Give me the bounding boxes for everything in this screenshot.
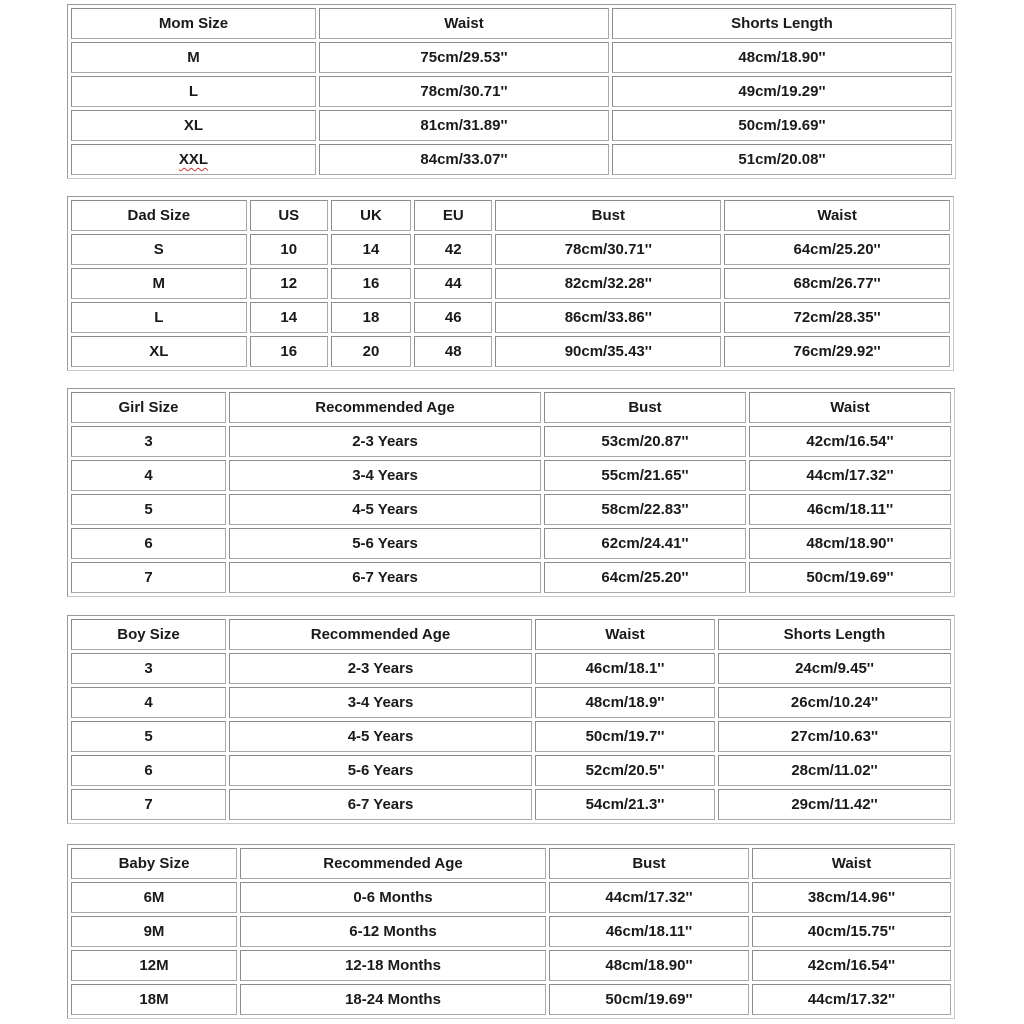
header-cell: Waist bbox=[535, 619, 715, 650]
table-cell: 51cm/20.08'' bbox=[612, 144, 952, 175]
header-cell: Waist bbox=[724, 200, 950, 231]
table-cell: 6-12 Months bbox=[240, 916, 546, 947]
header-cell: Bust bbox=[544, 392, 746, 423]
table-cell: 48cm/18.90'' bbox=[612, 42, 952, 73]
header-cell: Recommended Age bbox=[229, 619, 532, 650]
table-row bbox=[71, 789, 951, 820]
table-cell: 4-5 Years bbox=[229, 721, 532, 752]
table-cell: 44cm/17.32'' bbox=[752, 984, 951, 1015]
header-cell: EU bbox=[414, 200, 492, 231]
table-cell: 44cm/17.32'' bbox=[749, 460, 951, 491]
table-header-row bbox=[71, 200, 950, 231]
table-cell: 7 bbox=[71, 562, 226, 593]
table-cell: 29cm/11.42'' bbox=[718, 789, 951, 820]
header-cell: Waist bbox=[749, 392, 951, 423]
table-cell: 4-5 Years bbox=[229, 494, 541, 525]
table-cell: 6-7 Years bbox=[229, 789, 532, 820]
table-cell: 3-4 Years bbox=[229, 687, 532, 718]
header-cell: Bust bbox=[549, 848, 749, 879]
table-cell: 5 bbox=[71, 494, 226, 525]
table-cell: 64cm/25.20'' bbox=[724, 234, 950, 265]
table-cell: 27cm/10.63'' bbox=[718, 721, 951, 752]
table-cell: 78cm/30.71'' bbox=[495, 234, 721, 265]
table-row bbox=[71, 950, 951, 981]
header-cell: Girl Size bbox=[71, 392, 226, 423]
table-row bbox=[71, 721, 951, 752]
table-cell: 58cm/22.83'' bbox=[544, 494, 746, 525]
table-cell: 75cm/29.53'' bbox=[319, 42, 609, 73]
table-row bbox=[71, 984, 951, 1015]
baby-size-table bbox=[67, 844, 955, 1019]
table-cell: 6 bbox=[71, 755, 226, 786]
table-cell: 90cm/35.43'' bbox=[495, 336, 721, 367]
header-cell: Boy Size bbox=[71, 619, 226, 650]
table-cell: 76cm/29.92'' bbox=[724, 336, 950, 367]
header-cell: US bbox=[250, 200, 328, 231]
table-cell: 84cm/33.07'' bbox=[319, 144, 609, 175]
table-row bbox=[71, 268, 950, 299]
table-header-row bbox=[71, 619, 951, 650]
table-cell: 52cm/20.5'' bbox=[535, 755, 715, 786]
table-cell: 86cm/33.86'' bbox=[495, 302, 721, 333]
table-header-row bbox=[71, 8, 952, 39]
table-row bbox=[71, 234, 950, 265]
table-row bbox=[71, 302, 950, 333]
header-cell: Baby Size bbox=[71, 848, 237, 879]
table-row bbox=[71, 460, 951, 491]
table-row bbox=[71, 755, 951, 786]
table-cell: 12 bbox=[250, 268, 328, 299]
table-cell: 12-18 Months bbox=[240, 950, 546, 981]
table-cell: 9M bbox=[71, 916, 237, 947]
table-cell: 78cm/30.71'' bbox=[319, 76, 609, 107]
table-row bbox=[71, 528, 951, 559]
table-cell: 18-24 Months bbox=[240, 984, 546, 1015]
table-cell: 18 bbox=[331, 302, 411, 333]
table-cell: 38cm/14.96'' bbox=[752, 882, 951, 913]
table-cell: 48cm/18.9'' bbox=[535, 687, 715, 718]
table-cell: 46cm/18.11'' bbox=[549, 916, 749, 947]
table-row bbox=[71, 562, 951, 593]
table-cell: 49cm/19.29'' bbox=[612, 76, 952, 107]
mom-size-table bbox=[67, 4, 956, 179]
table-cell: 0-6 Months bbox=[240, 882, 546, 913]
table-cell: 50cm/19.69'' bbox=[612, 110, 952, 141]
header-cell: Waist bbox=[752, 848, 951, 879]
table-header-row bbox=[71, 848, 951, 879]
table-cell: 6 bbox=[71, 528, 226, 559]
header-cell: Mom Size bbox=[71, 8, 316, 39]
table-row bbox=[71, 42, 952, 73]
table-cell: 18M bbox=[71, 984, 237, 1015]
table-header-row bbox=[71, 392, 951, 423]
table-cell: 10 bbox=[250, 234, 328, 265]
table-row bbox=[71, 916, 951, 947]
header-cell: Recommended Age bbox=[229, 392, 541, 423]
table-row bbox=[71, 494, 951, 525]
table-cell: 5-6 Years bbox=[229, 528, 541, 559]
table-cell: 40cm/15.75'' bbox=[752, 916, 951, 947]
table-cell: 62cm/24.41'' bbox=[544, 528, 746, 559]
table-cell: 42 bbox=[414, 234, 492, 265]
table-cell: 50cm/19.69'' bbox=[749, 562, 951, 593]
table-cell: XL bbox=[71, 110, 316, 141]
table-cell: 4 bbox=[71, 460, 226, 491]
table-cell: 24cm/9.45'' bbox=[718, 653, 951, 684]
table-cell bbox=[71, 144, 316, 175]
table-row bbox=[71, 653, 951, 684]
table-cell: 55cm/21.65'' bbox=[544, 460, 746, 491]
table-row bbox=[71, 687, 951, 718]
table-cell: S bbox=[71, 234, 247, 265]
header-cell: Shorts Length bbox=[612, 8, 952, 39]
table-row bbox=[71, 336, 950, 367]
table-cell: 48cm/18.90'' bbox=[749, 528, 951, 559]
boy-size-table bbox=[67, 615, 955, 824]
table-cell: 72cm/28.35'' bbox=[724, 302, 950, 333]
table-cell: 44 bbox=[414, 268, 492, 299]
table-cell: 6-7 Years bbox=[229, 562, 541, 593]
table-cell: 5-6 Years bbox=[229, 755, 532, 786]
table-cell: 16 bbox=[331, 268, 411, 299]
girl-size-table bbox=[67, 388, 955, 597]
table-cell: 28cm/11.02'' bbox=[718, 755, 951, 786]
table-cell: 6M bbox=[71, 882, 237, 913]
table-cell: 48cm/18.90'' bbox=[549, 950, 749, 981]
table-cell: 2-3 Years bbox=[229, 653, 532, 684]
header-cell: UK bbox=[331, 200, 411, 231]
table-cell: 53cm/20.87'' bbox=[544, 426, 746, 457]
table-cell: 7 bbox=[71, 789, 226, 820]
table-cell: 81cm/31.89'' bbox=[319, 110, 609, 141]
table-cell: 68cm/26.77'' bbox=[724, 268, 950, 299]
table-cell: 3-4 Years bbox=[229, 460, 541, 491]
table-cell: 14 bbox=[250, 302, 328, 333]
table-cell: 82cm/32.28'' bbox=[495, 268, 721, 299]
table-cell: 54cm/21.3'' bbox=[535, 789, 715, 820]
spellcheck-underlined-text: XXL bbox=[178, 151, 209, 168]
table-cell: 12M bbox=[71, 950, 237, 981]
table-cell: 50cm/19.7'' bbox=[535, 721, 715, 752]
table-cell: 64cm/25.20'' bbox=[544, 562, 746, 593]
table-row bbox=[71, 882, 951, 913]
header-cell: Dad Size bbox=[71, 200, 247, 231]
table-cell: 46cm/18.11'' bbox=[749, 494, 951, 525]
table-cell: 50cm/19.69'' bbox=[549, 984, 749, 1015]
table-row bbox=[71, 144, 952, 175]
table-cell: 3 bbox=[71, 426, 226, 457]
header-cell: Recommended Age bbox=[240, 848, 546, 879]
table-row bbox=[71, 76, 952, 107]
table-cell: 46cm/18.1'' bbox=[535, 653, 715, 684]
table-cell: L bbox=[71, 302, 247, 333]
table-cell: 2-3 Years bbox=[229, 426, 541, 457]
table-row bbox=[71, 426, 951, 457]
table-cell: L bbox=[71, 76, 316, 107]
table-cell: 46 bbox=[414, 302, 492, 333]
table-cell: 4 bbox=[71, 687, 226, 718]
table-cell: M bbox=[71, 268, 247, 299]
table-cell: 42cm/16.54'' bbox=[752, 950, 951, 981]
table-cell: 48 bbox=[414, 336, 492, 367]
table-cell: 14 bbox=[331, 234, 411, 265]
table-cell: M bbox=[71, 42, 316, 73]
table-cell: 5 bbox=[71, 721, 226, 752]
table-row bbox=[71, 110, 952, 141]
header-cell: Waist bbox=[319, 8, 609, 39]
table-cell: 42cm/16.54'' bbox=[749, 426, 951, 457]
table-cell: 16 bbox=[250, 336, 328, 367]
table-cell: 3 bbox=[71, 653, 226, 684]
header-cell: Shorts Length bbox=[718, 619, 951, 650]
dad-size-table bbox=[67, 196, 954, 371]
table-cell: 20 bbox=[331, 336, 411, 367]
table-cell: XL bbox=[71, 336, 247, 367]
table-cell: 26cm/10.24'' bbox=[718, 687, 951, 718]
table-cell: 44cm/17.32'' bbox=[549, 882, 749, 913]
header-cell: Bust bbox=[495, 200, 721, 231]
